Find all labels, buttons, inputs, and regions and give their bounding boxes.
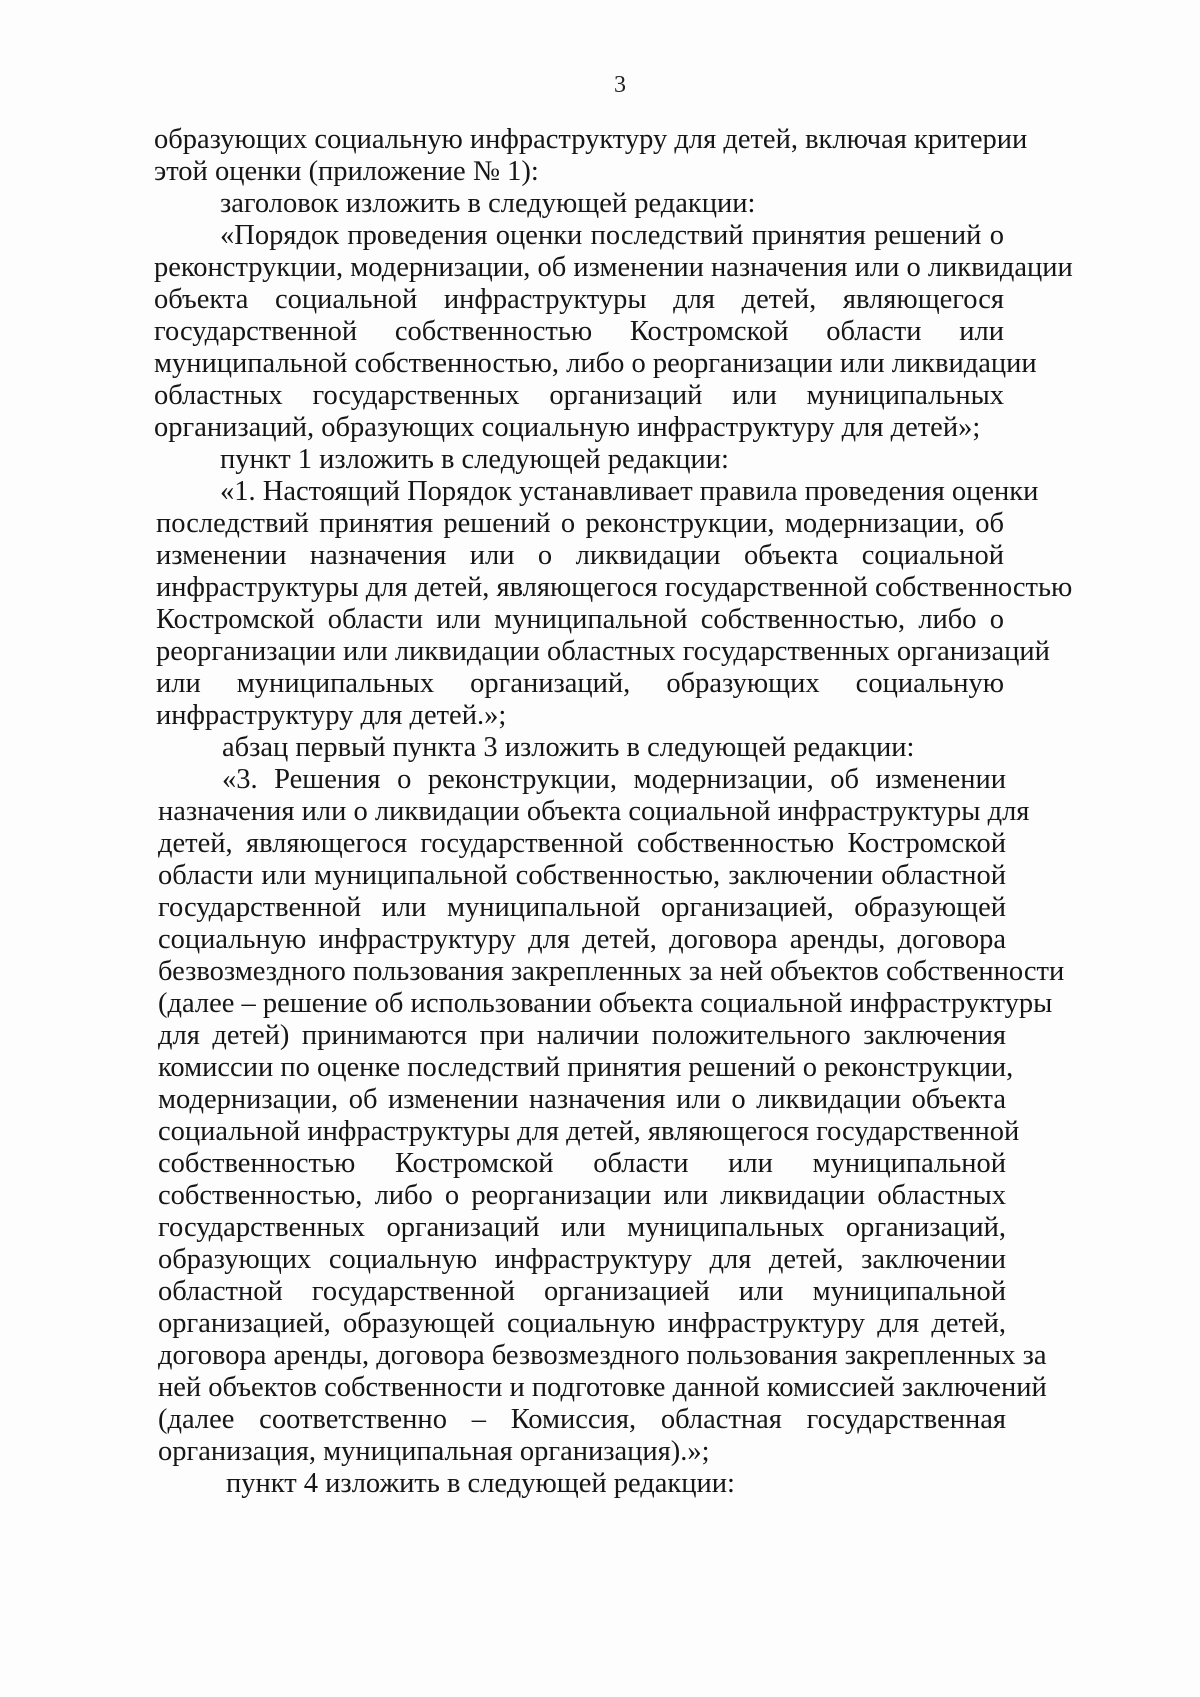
text-line: государственной собственностью Костромской области или [154,316,1004,347]
text-line: области или муниципальной собственностью, заключении областной [158,860,1006,891]
text-line: Костромской области или муниципальной собственностью, либо о [156,604,1004,635]
text-line: «1. Настоящий Порядок устанавливает правила проведения оценки [220,476,1039,507]
text-line: образующих социальную инфраструктуру для детей, заключении [158,1244,1006,1275]
text-line: детей, являющегося государственной собственностью Костромской [158,828,1006,859]
text-line: безвозмездного пользования закрепленных за ней объектов собственности [158,956,1065,987]
text-line: образующих социальную инфраструктуру для детей, включая критерии [154,124,1028,155]
text-line: последствий принятия решений о реконструкции, модернизации, об [156,508,1004,539]
text-line: ней объектов собственности и подготовке данной комиссией заключений [158,1372,1047,1403]
text-line: «Порядок проведения оценки последствий принятия решений о [220,220,1004,251]
text-line: государственных организаций или муниципальных организаций, [158,1212,1006,1243]
text-line: собственностью, либо о реорганизации или ликвидации областных [158,1180,1006,1211]
text-line: «3. Решения о реконструкции, модернизации, об изменении [222,764,1006,795]
text-line: пункт 1 изложить в следующей редакции: [220,444,729,475]
text-line: договора аренды, договора безвозмездного пользования закрепленных за [158,1340,1047,1371]
page-number: 3 [614,72,626,98]
text-line: социальную инфраструктуру для детей, договора аренды, договора [158,924,1006,955]
text-line: (далее соответственно – Комиссия, областная государственная [158,1404,1006,1435]
text-line: пункт 4 изложить в следующей редакции: [226,1468,735,1499]
text-line: объекта социальной инфраструктуры для детей, являющегося [154,284,1004,315]
text-line: реорганизации или ликвидации областных государственных организаций [156,636,1050,667]
text-line: назначения или о ликвидации объекта социальной инфраструктуры для [158,796,1030,827]
text-line: инфраструктуры для детей, являющегося государственной собственностью [156,572,1073,603]
text-line: абзац первый пункта 3 изложить в следующей редакции: [222,732,915,763]
text-line: областной государственной организацией или муниципальной [158,1276,1006,1307]
text-line: комиссии по оценке последствий принятия решений о реконструкции, [158,1052,1014,1083]
text-line: (далее – решение об использовании объекта социальной инфраструктуры [158,988,1053,1019]
text-line: или муниципальных организаций, образующих социальную [156,668,1004,699]
text-line: социальной инфраструктуры для детей, являющегося государственной [158,1116,1020,1147]
text-line: для детей) принимаются при наличии положительного заключения [158,1020,1006,1051]
text-line: собственностью Костромской области или муниципальной [158,1148,1006,1179]
text-line: муниципальной собственностью, либо о реорганизации или ликвидации [154,348,1037,379]
text-line: организация, муниципальная организация).»; [158,1436,710,1467]
text-line: инфраструктуру для детей.»; [156,700,507,731]
text-line: заголовок изложить в следующей редакции: [220,188,756,219]
text-line: организацией, образующей социальную инфраструктуру для детей, [158,1308,1006,1339]
text-line: государственной или муниципальной организацией, образующей [158,892,1006,923]
text-line: реконструкции, модернизации, об изменении назначения или о ликвидации [154,252,1073,283]
text-line: областных государственных организаций или муниципальных [154,380,1004,411]
text-line: организаций, образующих социальную инфраструктуру для детей»; [154,412,981,443]
text-line: модернизации, об изменении назначения или о ликвидации объекта [158,1084,1006,1115]
text-line: изменении назначения или о ликвидации объекта социальной [156,540,1004,571]
text-line: этой оценки (приложение № 1): [154,156,539,187]
